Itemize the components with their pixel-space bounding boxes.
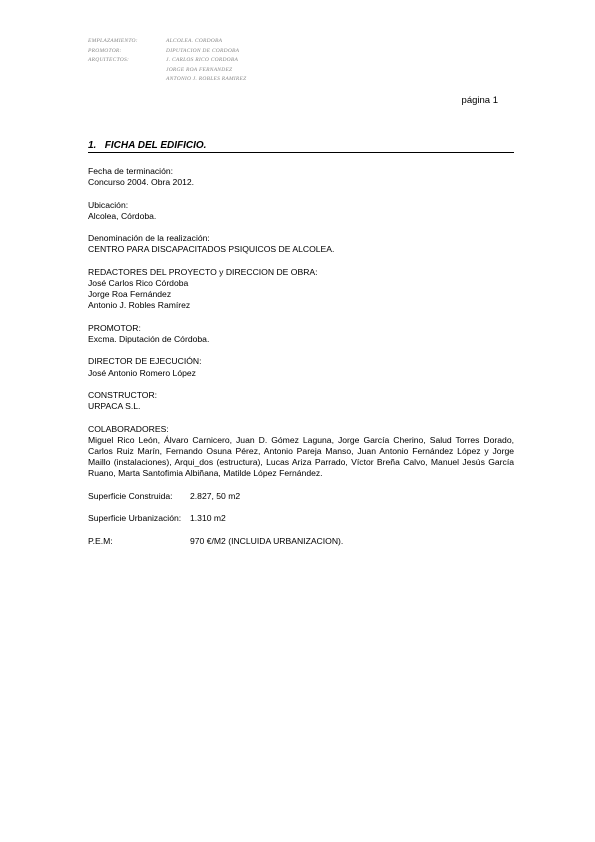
section-number: 1. bbox=[88, 140, 97, 151]
block-label: DIRECTOR DE EJECUCIÓN: bbox=[88, 356, 202, 367]
block-label: CONSTRUCTOR: bbox=[88, 389, 158, 400]
fact-row bbox=[88, 513, 514, 524]
header-row bbox=[88, 75, 246, 85]
fecha-block bbox=[88, 166, 514, 188]
fact-row bbox=[88, 491, 514, 502]
header-value: DIPUTACION DE CORDOBA bbox=[166, 47, 240, 54]
fact-row bbox=[88, 536, 514, 547]
header-key bbox=[88, 75, 166, 85]
header-row bbox=[88, 47, 246, 57]
header-row bbox=[88, 37, 246, 47]
document-header bbox=[88, 37, 246, 85]
section-title bbox=[88, 140, 514, 153]
block-line: José Carlos Rico Córdoba bbox=[88, 277, 189, 288]
fact-label: Superficie Urbanización: bbox=[88, 513, 182, 524]
header-row bbox=[88, 56, 246, 66]
block-line: Excma. Diputación de Córdoba. bbox=[88, 333, 210, 344]
header-value: ALCOLEA. CORDOBA bbox=[166, 38, 223, 44]
ubicacion-block bbox=[88, 200, 514, 222]
block-line: URPACA S.L. bbox=[88, 401, 141, 412]
header-key: EMPLAZAMIENTO: bbox=[88, 38, 138, 44]
promotor-block bbox=[88, 323, 514, 345]
block-line: Antonio J. Robles Ramírez bbox=[88, 300, 191, 311]
fact-value: 2.827, 50 m2 bbox=[190, 490, 241, 501]
page-number: página 1 bbox=[461, 95, 498, 106]
header-key: ARQUITECTOS: bbox=[88, 57, 130, 63]
header-value: ANTONIO J. ROBLES RAMIREZ bbox=[166, 76, 247, 82]
block-label: Ubicación: bbox=[88, 199, 129, 210]
block-label: COLABORADORES: bbox=[88, 423, 169, 434]
redactores-block bbox=[88, 267, 514, 312]
constructor-block bbox=[88, 390, 514, 412]
block-line: José Antonio Romero López bbox=[88, 367, 196, 378]
block-line: CENTRO PARA DISCAPACITADOS PSIQUICOS DE ALCOLEA. bbox=[88, 244, 335, 255]
header-row bbox=[88, 66, 246, 76]
director-block bbox=[88, 356, 514, 378]
facts-list bbox=[88, 491, 514, 547]
fact-value: 970 €/M2 (INCLUIDA URBANIZACION). bbox=[190, 535, 344, 546]
block-line: Jorge Roa Fernández bbox=[88, 289, 172, 300]
colaboradores-block bbox=[88, 424, 514, 480]
fact-label: Superficie Construida: bbox=[88, 490, 173, 501]
header-key bbox=[88, 66, 166, 76]
denominacion-block bbox=[88, 233, 514, 255]
block-label: PROMOTOR: bbox=[88, 322, 141, 333]
fact-label: P.E.M: bbox=[88, 535, 113, 546]
block-line: Concurso 2004. Obra 2012. bbox=[88, 177, 195, 188]
fact-value: 1.310 m2 bbox=[190, 513, 226, 524]
colaboradores-text: Miguel Rico León, Álvaro Carnicero, Juan D. Gómez Laguna, Jorge García Cherino, Salud Torres Dorado, Carlos Ruiz Marín, Fernando Osuna Pérez, Antonio Pareja Manso, Juan Antonio Fernández López y Jorge Maillo (instalaciones), Arqui_dos (estructura), Lucas Ariza Parrado, Víctor Breña Calvo, Manuel Jesús García Ruano, Marta Santofimia Albiñana, Matilde López Fernández. bbox=[88, 434, 514, 479]
block-label: Denominación de la realización: bbox=[88, 233, 210, 244]
block-label: Fecha de terminación: bbox=[88, 166, 174, 176]
header-value: J. CARLOS RICO CORDOBA bbox=[166, 57, 239, 63]
header-key: PROMOTOR: bbox=[88, 47, 122, 54]
block-label: REDACTORES DEL PROYECTO y DIRECCION DE OBRA: bbox=[88, 266, 318, 277]
document-body bbox=[88, 166, 514, 558]
section-title-text: FICHA DEL EDIFICIO. bbox=[104, 140, 207, 151]
block-line: Alcolea, Córdoba. bbox=[88, 210, 157, 221]
header-value: JORGE ROA FERNANDEZ bbox=[166, 66, 233, 73]
